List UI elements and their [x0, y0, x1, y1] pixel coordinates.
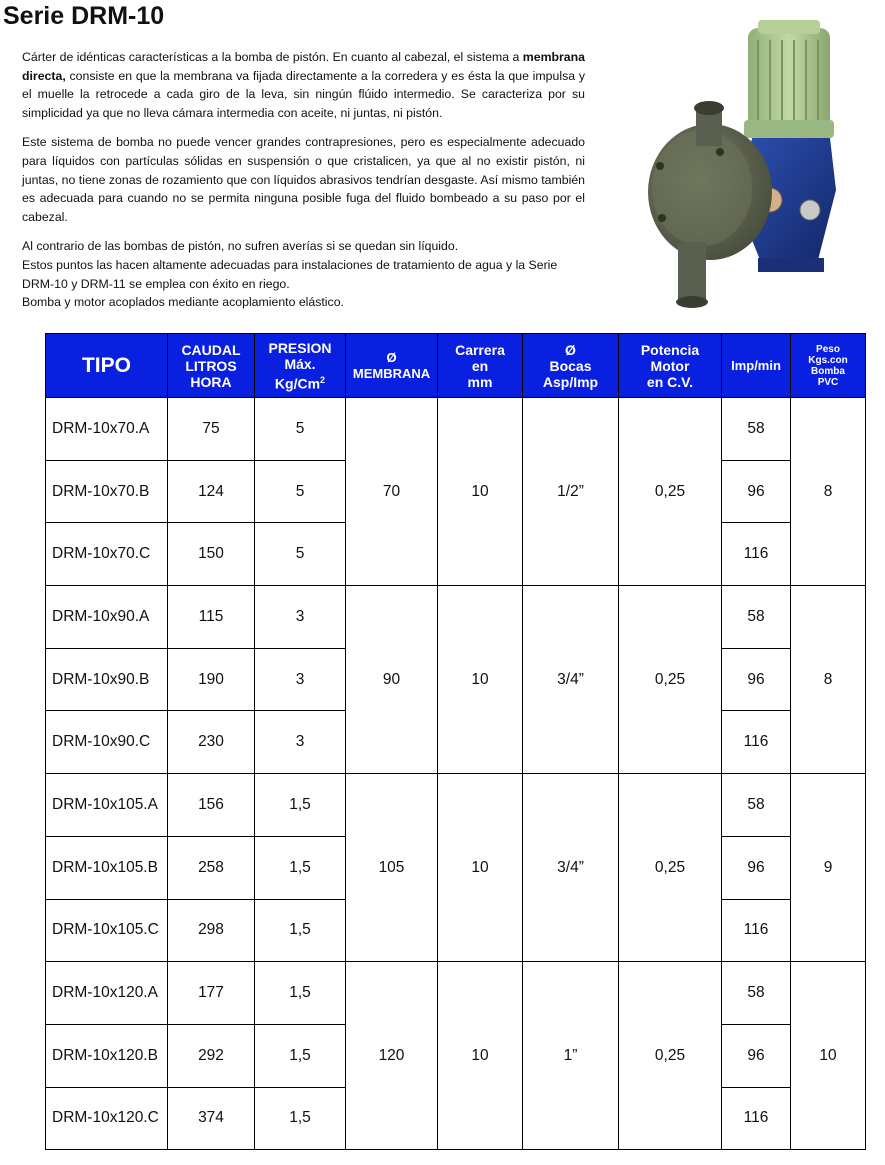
- spec-table: [45, 333, 866, 1150]
- paragraph-3: Al contrario de las bombas de pistón, no sufren averías si se quedan sin líquido.: [22, 239, 459, 254]
- cell-presion: 5: [255, 398, 346, 461]
- header-caudal: CAUDAL LITROS HORA: [168, 334, 255, 398]
- paragraph-1-bold: membrana directa,: [22, 50, 585, 83]
- cell-caudal: 292: [168, 1024, 255, 1087]
- cell-imp: 96: [722, 460, 791, 523]
- paragraph-1: [22, 48, 585, 122]
- cell-carrera: 10: [438, 586, 523, 774]
- cell-presion: 5: [255, 460, 346, 523]
- cell-membrana: 120: [346, 962, 438, 1150]
- table-header-row: [46, 334, 866, 398]
- cell-bocas: 3/4”: [523, 586, 619, 774]
- cell-imp: 116: [722, 523, 791, 586]
- paragraph-1-start: Cárter de idénticas características a la bomba de pistón. En cuanto al cabezal, el sistema a: [22, 50, 523, 64]
- cell-tipo: DRM-10x70.B: [46, 460, 168, 523]
- page-title: Serie DRM-10: [3, 2, 165, 30]
- paragraph-1-end: consiste en que la membrana va fijada directamente a la corredera y es ésta la que impulsa y el muelle la retrocede a cada giro de la leva, sin ningún flúido intermedio. Se caracteriza por su simplicidad ya que no lleva cámara intermedia con aceite, ni juntas, ni pistón.: [22, 68, 585, 120]
- paragraph-2: Este sistema de bomba no puede vencer grandes contrapresiones, pero es especialmente adecuado para líquidos con partículas sólidas en suspensión o que cristalicen, ya que al no existir pistón, ni juntas, no tiene zonas de rozamiento que con líquidos abrasivos tendrían desgaste. Así mismo también es adecuada para cuando no se permita ninguna posible fuga del fluido bombeado a su paso por el cabezal.: [22, 135, 585, 224]
- cell-imp: 96: [722, 648, 791, 711]
- cell-caudal: 150: [168, 523, 255, 586]
- cell-presion: 1,5: [255, 774, 346, 837]
- cell-caudal: 298: [168, 899, 255, 962]
- cell-caudal: 115: [168, 586, 255, 649]
- cell-tipo: DRM-10x105.A: [46, 774, 168, 837]
- cell-tipo: DRM-10x70.C: [46, 523, 168, 586]
- cell-bocas: 1/2”: [523, 398, 619, 586]
- cell-potencia: 0,25: [619, 962, 722, 1150]
- cell-imp: 116: [722, 899, 791, 962]
- cell-tipo: DRM-10x105.C: [46, 899, 168, 962]
- cell-membrana: 105: [346, 774, 438, 962]
- cell-presion: 3: [255, 648, 346, 711]
- cell-peso: 8: [791, 398, 866, 586]
- cell-presion: 1,5: [255, 836, 346, 899]
- cell-caudal: 177: [168, 962, 255, 1025]
- header-presion: PRESION Máx. Kg/Cm$^2$: [255, 334, 346, 398]
- cell-presion: 1,5: [255, 899, 346, 962]
- paragraph-5: Bomba y motor acoplados mediante acoplamiento elástico.: [22, 295, 344, 310]
- table-row: [46, 774, 866, 837]
- cell-potencia: 0,25: [619, 586, 722, 774]
- cell-tipo: DRM-10x70.A: [46, 398, 168, 461]
- cell-presion: 3: [255, 711, 346, 774]
- cell-tipo: DRM-10x90.B: [46, 648, 168, 711]
- cell-bocas: 1”: [523, 962, 619, 1150]
- table-row: [46, 962, 866, 1025]
- cell-imp: 58: [722, 398, 791, 461]
- table-row: [46, 586, 866, 649]
- cell-tipo: DRM-10x120.B: [46, 1024, 168, 1087]
- cell-potencia: 0,25: [619, 398, 722, 586]
- cell-presion: 5: [255, 523, 346, 586]
- header-imp: Imp/min: [722, 334, 791, 398]
- cell-membrana: 70: [346, 398, 438, 586]
- cell-caudal: 374: [168, 1087, 255, 1150]
- cell-tipo: DRM-10x120.C: [46, 1087, 168, 1150]
- cell-carrera: 10: [438, 962, 523, 1150]
- cell-imp: 116: [722, 711, 791, 774]
- header-potencia: Potencia Motor en C.V.: [619, 334, 722, 398]
- cell-tipo: DRM-10x90.A: [46, 586, 168, 649]
- cell-presion: 1,5: [255, 1024, 346, 1087]
- header-peso: Peso Kgs.con Bomba PVC: [791, 334, 866, 398]
- table-row: [46, 398, 866, 461]
- intro-text: [22, 48, 585, 312]
- cell-tipo: DRM-10x120.A: [46, 962, 168, 1025]
- header-membrana: Ø MEMBRANA: [346, 334, 438, 398]
- cell-presion: 1,5: [255, 1087, 346, 1150]
- cell-peso: 10: [791, 962, 866, 1150]
- cell-potencia: 0,25: [619, 774, 722, 962]
- cell-caudal: 156: [168, 774, 255, 837]
- header-carrera: Carrera en mm: [438, 334, 523, 398]
- cell-tipo: DRM-10x90.C: [46, 711, 168, 774]
- cell-imp: 96: [722, 1024, 791, 1087]
- cell-bocas: 3/4”: [523, 774, 619, 962]
- header-bocas: Ø Bocas Asp/Imp: [523, 334, 619, 398]
- cell-carrera: 10: [438, 774, 523, 962]
- cell-presion: 3: [255, 586, 346, 649]
- cell-caudal: 258: [168, 836, 255, 899]
- cell-caudal: 230: [168, 711, 255, 774]
- cell-caudal: 124: [168, 460, 255, 523]
- paragraph-4: Estos puntos las hacen altamente adecuadas para instalaciones de tratamiento de agua y la Serie DRM-10 y DRM-11 se emplea con éxito en riego.: [22, 257, 558, 291]
- pump-photo: [640, 20, 876, 310]
- cell-imp: 58: [722, 962, 791, 1025]
- cell-membrana: 90: [346, 586, 438, 774]
- cell-imp: 96: [722, 836, 791, 899]
- header-tipo: TIPO: [46, 334, 168, 398]
- cell-imp: 116: [722, 1087, 791, 1150]
- cell-presion: 1,5: [255, 962, 346, 1025]
- cell-peso: 9: [791, 774, 866, 962]
- cell-tipo: DRM-10x105.B: [46, 836, 168, 899]
- cell-caudal: 75: [168, 398, 255, 461]
- cell-caudal: 190: [168, 648, 255, 711]
- cell-carrera: 10: [438, 398, 523, 586]
- cell-peso: 8: [791, 586, 866, 774]
- cell-imp: 58: [722, 586, 791, 649]
- cell-imp: 58: [722, 774, 791, 837]
